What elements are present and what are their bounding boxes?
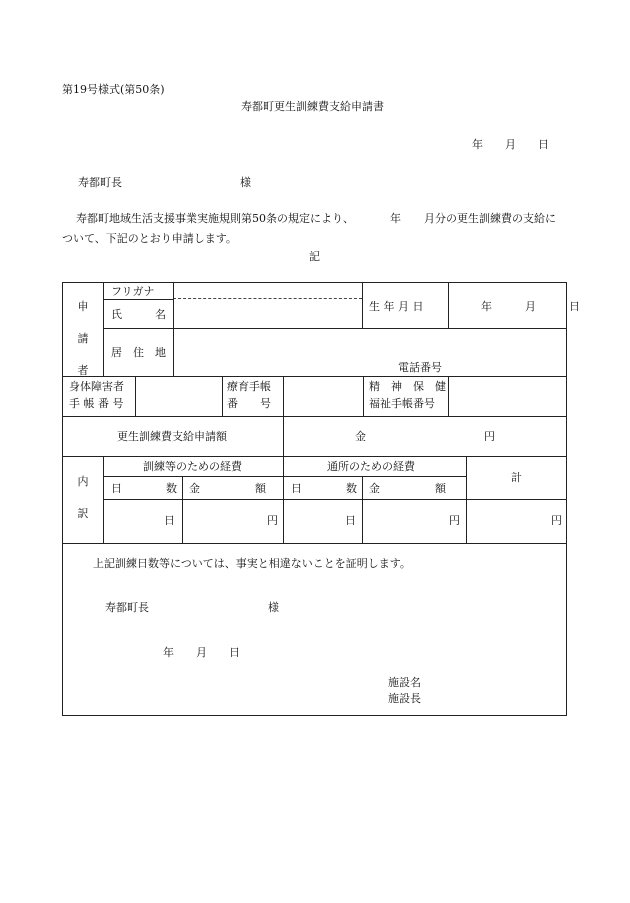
address-field[interactable] bbox=[174, 329, 566, 357]
commute-amount-field[interactable] bbox=[363, 500, 465, 542]
ryoiku-handbook-label-1: 療育手帳 bbox=[227, 380, 271, 393]
physical-handbook-label-1: 身体障害者 bbox=[69, 380, 124, 393]
application-table bbox=[62, 282, 580, 716]
amount-yen: 円 bbox=[484, 430, 495, 443]
training-amount-unit: 円 bbox=[267, 514, 278, 527]
mental-handbook-field[interactable] bbox=[449, 377, 566, 415]
date-line: 年 月 日 bbox=[472, 138, 549, 151]
body-text-year: 年 bbox=[390, 212, 401, 225]
addressee: 寿都町長 bbox=[78, 176, 122, 189]
commute-amount-label: 金 額 bbox=[369, 482, 446, 495]
body-text-line1a: 寿都町地域生活支援事業実施規則第50条の規定により、 bbox=[76, 212, 354, 225]
training-days-unit: 日 bbox=[164, 514, 175, 527]
certification-honorific: 様 bbox=[268, 601, 279, 614]
certification-text: 上記訓練日数等については、事実と相違ないことを証明します。 bbox=[93, 557, 411, 570]
training-amount-field[interactable] bbox=[183, 500, 282, 542]
breakdown-section-label: 内 訳 bbox=[77, 475, 89, 520]
total-amount-unit: 円 bbox=[551, 514, 562, 527]
amount-label: 更生訓練費支給申請額 bbox=[117, 430, 227, 443]
total-amount-field[interactable] bbox=[467, 500, 566, 542]
commute-days-unit: 日 bbox=[345, 514, 356, 527]
commute-days-field[interactable] bbox=[284, 500, 361, 542]
body-text-line2: ついて、下記のとおり申請します。 bbox=[62, 232, 237, 245]
mental-handbook-label-2: 福祉手帳番号 bbox=[369, 397, 435, 410]
furigana-label: フリガナ bbox=[111, 285, 155, 298]
training-days-field[interactable] bbox=[104, 500, 181, 542]
facility-head-label: 施設長 bbox=[388, 692, 421, 705]
ryoiku-handbook-field[interactable] bbox=[284, 377, 362, 415]
amount-field[interactable] bbox=[368, 421, 478, 451]
training-cost-header: 訓練等のための経費 bbox=[143, 460, 242, 473]
amount-kin: 金 bbox=[355, 430, 366, 443]
facility-name-label: 施設名 bbox=[388, 676, 421, 689]
commute-amount-unit: 円 bbox=[449, 514, 460, 527]
body-text-line1b: 月分の更生訓練費の支給に bbox=[424, 212, 556, 225]
training-amount-label: 金 額 bbox=[189, 482, 266, 495]
total-header: 計 bbox=[511, 471, 522, 484]
name-label: 氏 名 bbox=[111, 308, 166, 321]
physical-handbook-label-2: 手 帳 番 号 bbox=[69, 397, 124, 410]
training-days-label: 日 数 bbox=[111, 482, 177, 495]
name-field[interactable] bbox=[174, 300, 361, 328]
phone-label: 電話番号 bbox=[398, 361, 442, 374]
honorific: 様 bbox=[240, 176, 251, 189]
ryoiku-handbook-label-2: 番 号 bbox=[227, 397, 271, 410]
physical-handbook-field[interactable] bbox=[136, 377, 221, 415]
certification-date: 年 月 日 bbox=[163, 646, 240, 659]
applicant-section-label: 申 請 者 bbox=[77, 300, 89, 377]
address-label: 居 住 地 bbox=[111, 346, 166, 359]
ki-marker: 記 bbox=[309, 250, 320, 263]
mental-handbook-label-1: 精 神 保 健 bbox=[369, 380, 446, 393]
commute-cost-header: 通所のための経費 bbox=[327, 460, 415, 473]
birthdate-value[interactable]: 年 月 日 bbox=[481, 300, 580, 313]
furigana-field[interactable] bbox=[174, 283, 361, 298]
form-number: 第19号様式(第50条) bbox=[62, 83, 165, 96]
certification-addressee: 寿都町長 bbox=[105, 601, 149, 614]
commute-days-label: 日 数 bbox=[291, 482, 357, 495]
birthdate-label: 生 年 月 日 bbox=[369, 300, 424, 313]
form-title: 寿都町更生訓練費支給申請書 bbox=[241, 100, 384, 113]
